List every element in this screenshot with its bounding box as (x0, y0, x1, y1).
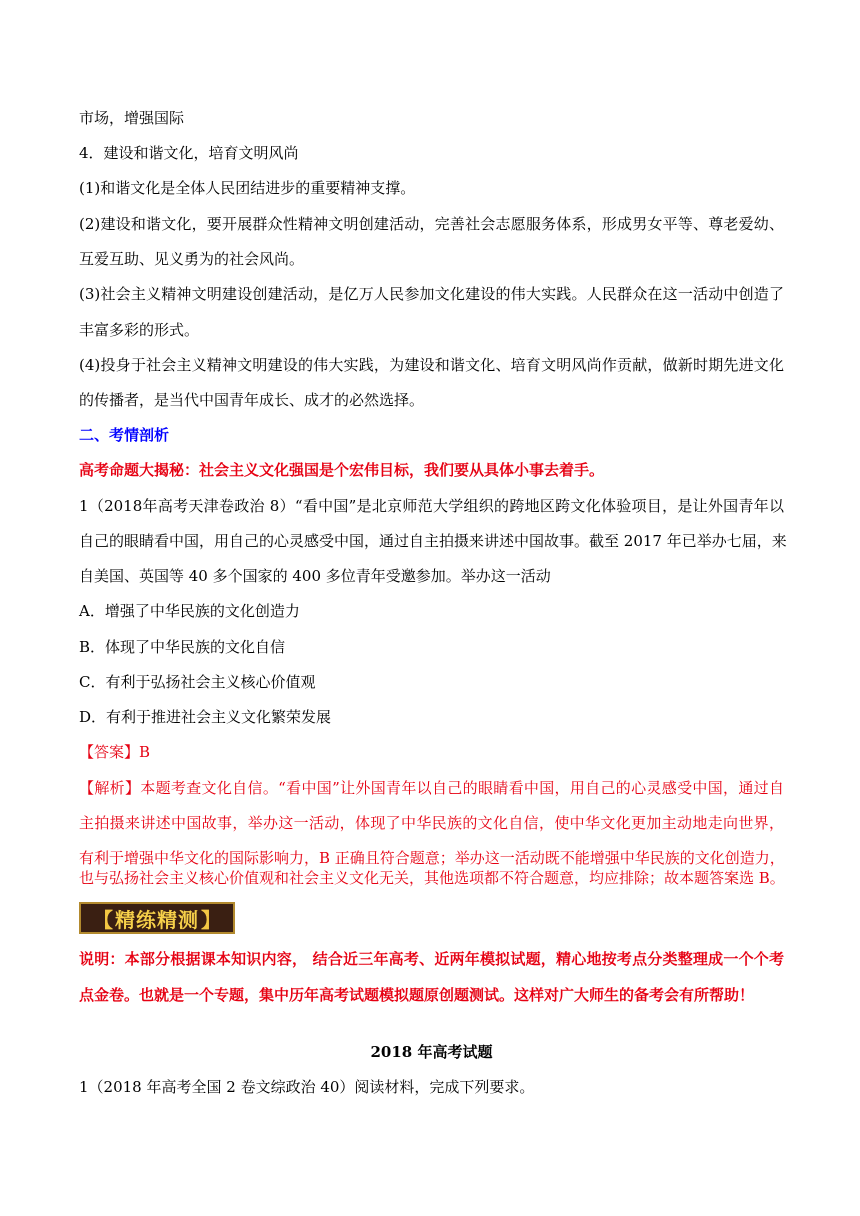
text-line: (4)投身于社会主义精神文明建设的伟大实践，为建设和谐文化、培育文明风尚作贡献，做新时期先进文化 (79, 356, 784, 374)
option-d: D．有利于推进社会主义文化繁荣发展 (79, 708, 332, 726)
text-line: 互爱互助、见义勇为的社会风尚。 (79, 250, 305, 268)
exam-section-title: 2018 年高考试题 (370, 1043, 493, 1061)
text-line: (1)和谐文化是全体人民团结进步的重要精神支撑。 (79, 179, 416, 197)
option-c: C．有利于弘扬社会主义核心价值观 (79, 673, 316, 691)
text-line: 的传播者，是当代中国青年成长、成才的必然选择。 (79, 391, 425, 409)
question-stem: 自美国、英国等 40 多个国家的 400 多位青年受邀参加。举办这一活动 (79, 567, 551, 585)
analysis-text: 【解析】本题考查文化自信。“看中国”让外国青年以自己的眼睛看中国，用自己的心灵感受中国，通过自 (79, 779, 784, 797)
question-stem: 自己的眼睛看中国，用自己的心灵感受中国，通过自主拍摄来讲述中国故事。截至 2017 年已举办七届，来 (79, 532, 787, 550)
question-stem: 1（2018 年高考全国 2 卷文综政治 40）阅读材料，完成下列要求。 (79, 1078, 535, 1096)
banner-left-bracket: 【 (93, 907, 113, 932)
analysis-text: 主拍摄来讲述中国故事，举办这一活动，体现了中华民族的文化自信，使中华文化更加主动地走向世界， (79, 814, 784, 832)
banner-right-bracket: 】 (201, 907, 221, 932)
option-a: A．增强了中华民族的文化创造力 (79, 602, 300, 620)
text-line: 丰富多彩的形式。 (79, 321, 200, 339)
note-text: 说明：本部分根据课本知识内容， 结合近三年高考、近两年模拟试题，精心地按考点分类整理成一个个考 (79, 950, 784, 968)
analysis-text: 有利于增强中华文化的国际影响力，B 正确且符合题意；举办这一活动既不能增强中华民族的文化创造力， (79, 849, 785, 867)
text-line: 4．建设和谐文化，培育文明风尚 (79, 144, 299, 162)
section-heading: 二、考情剖析 (79, 426, 170, 444)
text-line: (2)建设和谐文化，要开展群众性精神文明创建活动，完善社会志愿服务体系，形成男女平等、尊老爱幼、 (79, 215, 784, 233)
note-text: 点金卷。也就是一个专题，集中历年高考试题模拟题原创题测试。这样对广大师生的备考会有所帮助！ (79, 986, 755, 1004)
text-line: (3)社会主义精神文明建设创建活动，是亿万人民参加文化建设的伟大实践。人民群众在这一活动中创造了 (79, 285, 784, 303)
analysis-text: 也与弘扬社会主义核心价值观和社会主义文化无关，其他选项都不符合题意，均应排除；故本题答案选 B。 (79, 869, 785, 887)
practice-banner (79, 902, 235, 934)
question-stem: 1（2018年高考天津卷政治 8）“看中国”是北京师范大学组织的跨地区跨文化体验项目，是让外国青年以 (79, 497, 784, 515)
exam-highlight: 高考命题大揭秘：社会主义文化强国是个宏伟目标，我们要从具体小事去着手。 (79, 461, 605, 479)
option-b: B．体现了中华民族的文化自信 (79, 638, 286, 656)
answer-label: 【答案】B (79, 743, 151, 761)
text-line: 市场，增强国际 (79, 109, 185, 127)
banner-title: 精练精测 (115, 907, 199, 932)
